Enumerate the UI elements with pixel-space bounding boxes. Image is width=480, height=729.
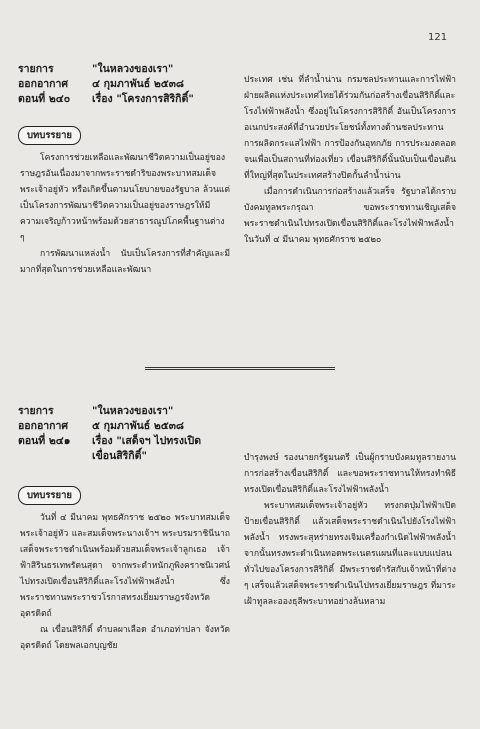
paragraph: บำรุงพงษ์ รองนายกรัฐมนตรี เป็นผู้กราบบังคมทูลรายงานการก่อสร้างเขื่อนสิริกิติ์ และขอพระราชทานให้ทรงทำพิธีทรงเปิดเขื่อนสิริกิติ์และโรงไฟฟ้าพลังน้ำ (244, 453, 456, 495)
episode-label: ตอนที่ ๒๔๑ (18, 435, 71, 447)
episode-label: ตอนที่ ๒๔๐ (18, 93, 71, 105)
narration-badge: บทบรรยาย (18, 126, 81, 145)
paragraph: โครงการช่วยเหลือและพัฒนาชีวิตความเป็นอยู่ของราษฎรอันเนื่องมาจากพระราชดำริของพระบาทสมเด็จพระเจ้าอยู่หัว หรือเกิดขึ้นตามนโยบายของรัฐบาล ล้วนแต่เป็นโครงการพัฒนาชีวิตความเป็นอยู่ของราษฎรให้มีความเจริญก้าวหน้าพร้อมด้วยสาธารณูปโภคพื้นฐานต่าง ๆ (20, 153, 230, 243)
right-column (244, 450, 456, 610)
left-column (20, 150, 230, 278)
paragraph: วันที่ ๔ มีนาคม พุทธศักราช ๒๕๒๐ พระบาทสมเด็จพระเจ้าอยู่หัว และสมเด็จพระนางเจ้าฯ พระบรมราชินีนาถ เสด็จพระราชดำเนินพร้อมด้วยสมเด็จพระเจ้าลูกเธอ เจ้าฟ้าสิรินธรเทพรัตนสุดา จากพระตำหนักภูพิงคราชนิเวศน์ไปทรงเปิดเขื่อนสิริกิติ์และโรงไฟฟ้าพลังน้ำ ซึ่งพระราชทานพระราชวโรกาสทรงเยี่ยมราษฎรจังหวัดอุตรดิตถ์ (20, 513, 230, 619)
paragraph: การพัฒนาแหล่งน้ำ นับเป็นโครงการที่สำคัญและมีมากที่สุดในการช่วยเหลือและพัฒนา (20, 249, 230, 275)
right-column (244, 72, 456, 248)
page-number: 121 (428, 32, 448, 43)
paragraph: เมื่อการดำเนินการก่อสร้างแล้วเสร็จ รัฐบาลได้กราบบังคมทูลพระกรุณา ขอพระราชทานเชิญเสด็จพระราชดำเนินไปทรงเปิดเขื่อนสิริกิติ์และโรงไฟฟ้าพลังน้ำ ในวันที่ ๔ มีนาคม พุทธศักราช ๒๕๒๐ (244, 187, 456, 245)
episode-title: เรื่อง "โครงการสิริกิติ์" (92, 93, 194, 105)
program-value: "ในหลวงของเรา" (92, 63, 174, 75)
program-label: รายการ (18, 63, 54, 75)
episode-header (18, 404, 233, 464)
airdate-value: ๕ กุมภาพันธ์ ๒๕๓๘ (92, 420, 185, 432)
paragraph: ณ เขื่อนสิริกิติ์ ตำบลผาเลือด อำเภอท่าปลา จังหวัดอุตรดิตถ์ โดยพลเอกบุญชัย (20, 625, 230, 651)
program-value: "ในหลวงของเรา" (92, 405, 174, 417)
section-divider (145, 367, 335, 370)
airdate-value: ๔ กุมภาพันธ์ ๒๕๓๘ (92, 78, 185, 90)
narration-badge: บทบรรยาย (18, 486, 81, 505)
left-column (20, 510, 230, 654)
program-label: รายการ (18, 405, 54, 417)
airdate-label: ออกอากาศ (18, 420, 69, 432)
paragraph: ประเทศ เช่น ที่ลำน้ำน่าน กรมชลประทานและการไฟฟ้าฝ่ายผลิตแห่งประเทศไทยได้ร่วมกันก่อสร้างเขื่อนสิริกิติ์และโรงไฟฟ้าพลังน้ำ ซึ่งอยู่ในโครงการสิริกิติ์ อันเป็นโครงการอเนกประสงค์ที่อำนวยประโยชน์ทั้งทางด้านชลประทาน การผลิตกระแสไฟฟ้า การป้องกันอุทกภัย การประมงตลอดจนเพื่อเป็นสถานที่ท่องเที่ยว เขื่อนสิริกิติ์นั้นนับเป็นเขื่อนดินที่ใหญ่ที่สุดในประเทศสร้างปิดกั้นลำน้ำน่าน (244, 75, 456, 181)
airdate-label: ออกอากาศ (18, 78, 69, 90)
paragraph: พระบาทสมเด็จพระเจ้าอยู่หัว ทรงกดปุ่มไฟฟ้าเปิดป้ายเขื่อนสิริกิติ์ แล้วเสด็จพระราชดำเนินไปยังโรงไฟฟ้าพลังน้ำ ทรงพระสุหร่ายทรงเจิมเครื่องกำเนิดไฟฟ้าพลังน้ำ จากนั้นทรงพระดำเนินทอดพระเนตรแผนที่และแบบแปลนทั่วไปของโครงการสิริกิติ์ มีพระราชดำรัสกับเจ้าหน้าที่ต่าง ๆ เสร็จแล้วเสด็จพระราชดำเนินไปทรงเยี่ยมราษฎร ที่มาระเฝ้าทูลละอองธุลีพระบาทอย่างล้นหลาม (244, 501, 456, 607)
episode-title: เรื่อง "เสด็จฯ ไปทรงเปิด เขื่อนสิริกิติ์" (92, 435, 202, 462)
episode-header (18, 62, 233, 107)
